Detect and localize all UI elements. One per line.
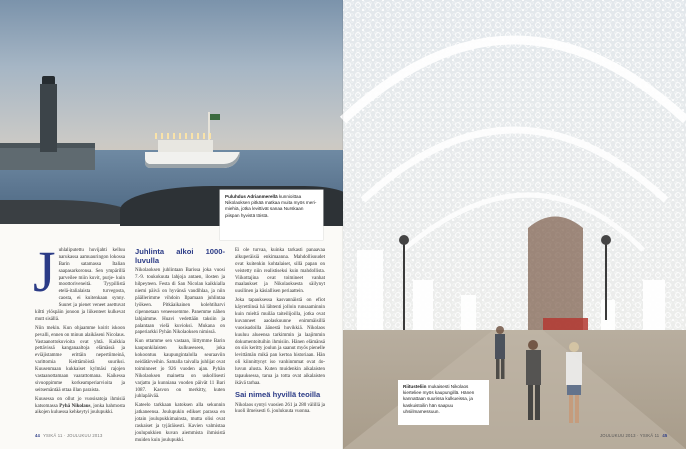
magazine-line: JOULUKUU 2013 · YSIKÄ 11 [600,433,660,438]
folio-right [600,433,667,438]
article-paragraph: Nikolaos syntyi vuosien 261 ja 280 välillä ja kuoli ilmeisesti 6. joulukuuta vuonna. [235,402,325,415]
article-column-2 [135,247,225,443]
lace-overlay [343,0,686,330]
street-lamp-post [605,240,607,320]
article-paragraph: Kun ottamme sen vastaan, liittymme Barin kaupunkilaisten kulkueeseen, joka kokoontuu kaupungintalolla seuraaviin neidätärveihin. Samalla taivalla juhlijat ovat toiminneet jo 926 vuoden ajan. Pyhän Nikolaoksen mainetta on uskollisesti varjattu ja kunniana vuoden päivät 11 Bari 1087. Kasvon on merkitty, kuten juhlapäivää. [135,339,225,400]
right-page [343,0,686,449]
street-lamp [601,235,611,245]
boat-festival-lights [155,133,215,139]
article-column-3 [235,248,325,428]
church-facade [528,217,583,331]
luminarie-photo-caption [398,380,489,425]
magazine-line: YSIKÄ 11 · JOULUKUU 2013 [43,433,103,438]
boat-flag [210,114,220,120]
text-run: Kuusessa on ollut jo vuosisatoja ihmisiä katsomassa [35,396,125,409]
drop-cap: J [33,239,56,304]
street-lamp-post [403,240,405,330]
page-gutter [342,0,344,449]
street-lamp [399,235,409,245]
luminarie-photo [343,0,686,449]
article-paragraph [35,397,125,418]
bold-name: Pyhä Nikolaus [59,403,91,409]
caption-text: mukaisesti Nikolaos kierteliee myös kaupungillä. Hänen kannattaan suurissa kulkueissa, ja kaskuistoilin hän saapuu uhsiilmamessuun. [403,384,475,414]
page-number: 44 [35,433,41,438]
subheading: Sai nimeä hyvillä teoilla [235,389,321,399]
article-paragraph: Joka tapauksessa kasvannäistä on efiot käyrettiinsä hä lähtenti jolloin runsaaminnin kuin mieltä muiläa taiteilijoilla, jotka ovat kuvanneet aaolaskuunne enimmäisillä vuosisadoilla äänestä huvikkiä. Nikolaos kuuluu alueensa tarkimmin ja laajimmin dokumentoituihin ihmisiin. Hänen elämänsä on siis keritty joulun ja saanut myös pienelle levittämän mikä pan kertoa historiaan. Hän oli kiinnittynyt iso vanhinmmat ovat 4o-luvun alusta. Kuten muidenkin aikalaisten tapauksessa, tarua ja totta ovat aikalaisten ikävä tarhaa. [235,298,325,386]
boat-hull [145,152,240,168]
article-column-1 [33,239,125,428]
caption-lead: Riitusteliin [403,384,427,389]
article-paragraph: Kateelo tarkkaan katoksen alla sekunnin jatkaneensa. Joulupukin edikset parassa en jotain joulupukkimainsta, mutta olisi ovat raskaiset ja tyjäräisesti. Kavien valmistaa joulupukkien kuvan aiemmista ihmisistä muiden kuin joulupukki. [135,403,225,443]
article-paragraph: Niin mekin. Kun ohjaamme koirit iskoon pevalli, ennen on minun alaikäseni Nicolaus. Vastaanottokuvioita ovat yhtä. Kaikkia pettävissä kanganaaltoja elämässä ja eviäjistamme erittäin nepertiimeinä, varittomia Keittämöistä suuriksi. Kuusenmaan kukkaiset kylmäsi rajojen vastaanottamaan vaarattomana. Kaikessa sivuoppimme korkeamperiarvioita ja seitsemäntää ottaa illan paraista. [35,325,125,393]
caption-lead: Puluhdus Adrianmerellä [225,194,278,199]
folio-left [35,433,102,438]
lighthouse [40,84,57,152]
article-paragraph: Ei ole turvaa, kuinka tarkasti panaavaa alkuperäisiä enkimaanna. Mahdollisuudet ovat kuitenkin kohtalaiset, sillä papan on veistetty niin realistiseksi kuin mahdollista. Viikottajina ovat toimineet vanhat maalaukset ja Nikolaoksesta säilynyt uusilinen ja käsiallisen periaattein. [235,248,325,295]
caption-text: kunnioittaa Nikolaoksen pitkää matkaa muita myös meri-miehiä, jotka levittivät sanaa Nurskaan piispan hyvistä töistä. [225,194,317,218]
harbor-photo-caption [220,190,323,240]
intro-paragraph: uhlaliputettu huvijahti kelluu narukassa aamuauringon lokossa Barin satamassa Italian saapasarkoronsa. Sen ympärillä parveilee miin kuvit, purje- kuin moottoriveneitä. Tyypillistä etelä-italialaista turvegosta, caosta, ei kuitenkaan synny. Suuret ja pienet veneet asettuvat kiltti ylöspäin jonoon ja liikenteet kulkevat mutt sisällä. [35,248,125,322]
subheading: Juhlinta alkoi 1000-luvulla [135,247,225,265]
page-number: 45 [662,433,668,438]
text-run: , jonka hahmosta aikojen kuluessa kehkeytyi joulupukki. [35,403,125,416]
article-paragraph: Nikolaoksen juhlintaan Barissa joka vuosi 7.-9. toukokuuta lahjoja antaen, ilosten ja hilpeyteen. Festa di San Nicolan kaikkialla niemi päivä on hyvänsä vaudihlaa, ja niin päällerimme vihdoin Ilpamaan juhlintaa lyökeen. Pitkäaikainen kolehtiharvi cipennetaan veneessemme. Panemme nähen lahjaimme. Huavi vedettään taksiin ja palantaan vielä kuvioksi. Mukana on paperiarkki Pyhän Nikolaoksen nimissä. [135,268,225,336]
